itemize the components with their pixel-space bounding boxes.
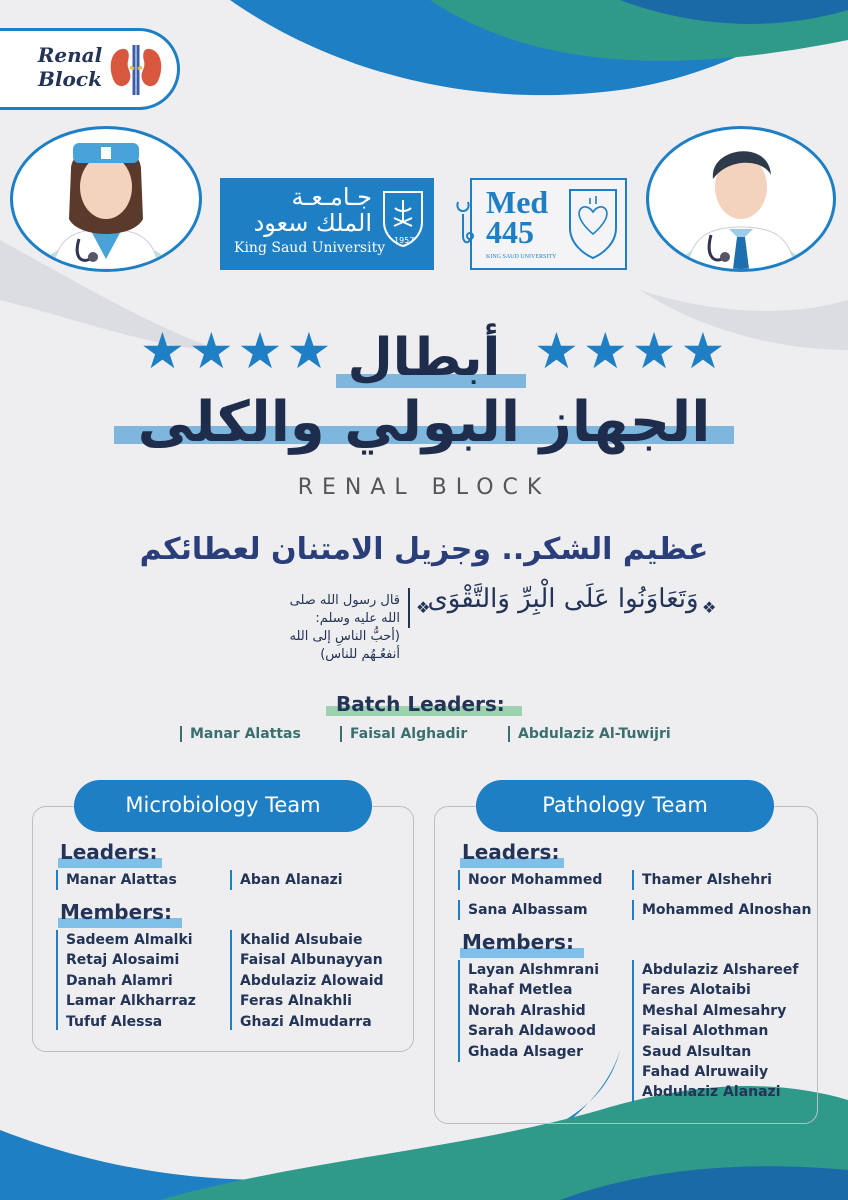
hadith-line1: قال رسول الله صلى الله عليه وسلم: (289, 593, 400, 626)
batch-leader-3: Abdulaziz Al-Tuwijri (508, 726, 671, 742)
ksu-arabic-line1: جـامـعـة (291, 183, 372, 211)
micro-members-label: Members: (60, 900, 172, 924)
list-item: Saud Alsultan (642, 1043, 752, 1060)
list-item: Abdulaziz Alanazi (642, 1084, 781, 1101)
hadith-text (270, 592, 400, 664)
micro-leaders-label: Leaders: (60, 840, 158, 864)
verse-ornament-right: ❖ (416, 598, 431, 617)
path-members-col1 (458, 960, 599, 1062)
path-leaders-label: Leaders: (462, 840, 560, 864)
ksu-arabic-name (232, 184, 372, 236)
list-item: Meshal Almesahry (642, 1002, 787, 1019)
micro-members-col2 (230, 930, 384, 1030)
list-item: Abdulaziz Alshareef (642, 962, 799, 978)
path-members-col2 (632, 960, 798, 1102)
ksu-logo (220, 178, 434, 270)
batch-leader-2: Faisal Alghadir (340, 726, 467, 742)
ksu-english-name: King Saud University (234, 240, 386, 256)
badge-line1: Renal (37, 43, 103, 67)
list-item: Retaj Alosaimi (66, 952, 180, 969)
micro-leader-2: Aban Alanazi (230, 870, 343, 890)
stethoscope-icon (452, 200, 474, 250)
hadith-line2: (أحبُّ الناسِ إلى الله أنفعُـهُم للناس) (289, 629, 400, 662)
doctor-illustration (649, 129, 833, 269)
nurse-avatar (10, 126, 202, 272)
thanks-heading: عظيم الشكر.. وجزيل الامتنان لعطائكم (139, 532, 709, 567)
batch-leaders-title: Batch Leaders: (336, 692, 505, 716)
list-item: Tufuf Alessa (66, 1013, 163, 1030)
list-item: Khalid Alsubaie (240, 932, 363, 948)
renal-block-subtitle: RENAL BLOCK (297, 475, 551, 500)
verse-divider (408, 588, 410, 628)
title-line1: أبطال (347, 328, 501, 388)
list-item: Faisal Alothman (642, 1023, 769, 1040)
verse-ornament-left: ❖ (702, 598, 717, 617)
med-line1: Med (486, 184, 549, 220)
badge-line2: Block (38, 67, 102, 91)
list-item: Norah Alrashid (468, 1002, 586, 1019)
path-leader-2: Thamer Alshehri (632, 870, 772, 890)
med445-logo (470, 178, 627, 270)
pathology-team-title: Pathology Team (476, 780, 774, 832)
list-item: Layan Alshmrani (468, 962, 599, 978)
path-leader-3: Sana Albassam (458, 900, 588, 920)
list-item: Sarah Aldawood (468, 1023, 597, 1040)
list-item: Fahad Alruwaily (642, 1064, 769, 1081)
list-item: Fares Alotaibi (642, 982, 751, 999)
title-line2: الجهاز البولي والكلى (137, 390, 711, 455)
list-item: Feras Alnakhli (240, 993, 352, 1010)
badge-title (30, 43, 110, 91)
list-item: Abdulaziz Alowaid (240, 972, 384, 989)
quran-verse: وَتَعَاوَنُوا عَلَى الْبِرِّ وَالتَّقْوَى (427, 584, 699, 614)
path-members-label: Members: (462, 930, 574, 954)
list-item: Faisal Albunayyan (240, 952, 383, 969)
path-leader-1: Noor Mohammed (458, 870, 602, 890)
list-item: Danah Alamri (66, 972, 173, 989)
ksu-year: 1957 (394, 236, 415, 245)
path-leader-4: Mohammed Alnoshan (632, 900, 811, 920)
med-line2: 445 (486, 214, 534, 250)
renal-block-badge (0, 28, 180, 110)
micro-leader-1: Manar Alattas (56, 870, 177, 890)
stars-left: ★★★★ (140, 322, 336, 380)
stars-right: ★★★★ (534, 322, 730, 380)
list-item: Ghada Alsager (468, 1043, 584, 1060)
kidney-icon (108, 43, 164, 95)
nurse-illustration (13, 129, 199, 269)
list-item: Ghazi Almudarra (240, 1013, 372, 1030)
micro-members-col1 (56, 930, 196, 1030)
heart-shield-icon (566, 186, 620, 260)
list-item: Rahaf Metlea (468, 982, 573, 999)
doctor-avatar (646, 126, 836, 272)
batch-leader-1: Manar Alattas (180, 726, 301, 742)
list-item: Sadeem Almalki (66, 932, 193, 948)
list-item: Lamar Alkharraz (66, 993, 196, 1010)
ksu-arabic-line2: الملك سعود (253, 209, 372, 237)
microbiology-team-title: Microbiology Team (74, 780, 372, 832)
med-caption: KING SAUD UNIVERSITY (486, 254, 557, 260)
